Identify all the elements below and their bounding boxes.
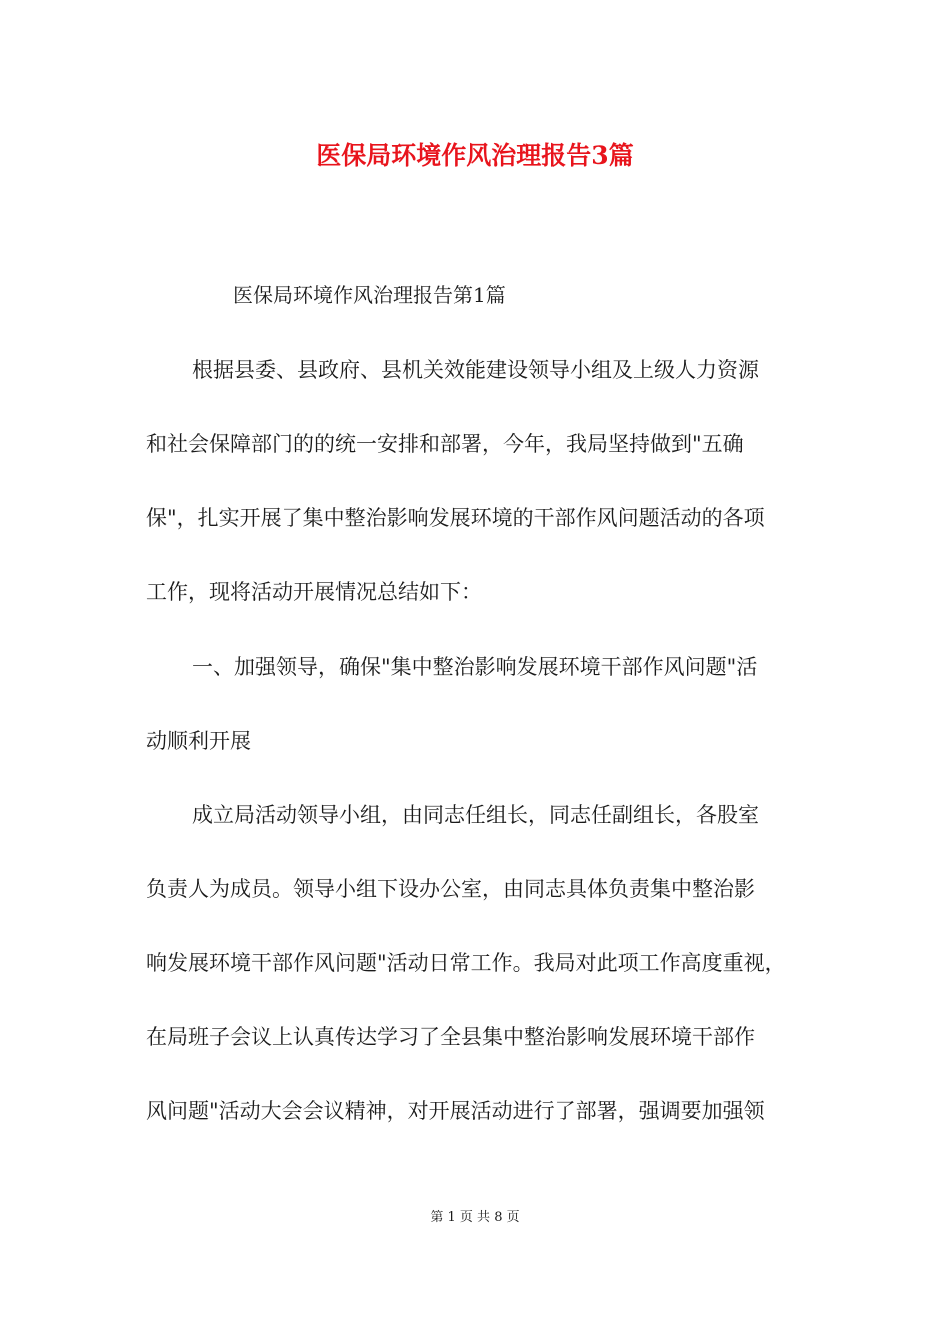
- paragraph-line: 一、加强领导，确保"集中整治影响发展环境干部作风问题"活: [192, 655, 758, 679]
- paragraph-line: 和社会保障部门的的统一安排和部署，今年，我局坚持做到"五确: [146, 432, 744, 456]
- paragraph-line: 风问题"活动大会会议精神，对开展活动进行了部署，强调要加强领: [146, 1099, 765, 1123]
- page-footer: 第 1 页 共 8 页: [430, 1210, 520, 1225]
- paragraph-line: 保"，扎实开展了集中整治影响发展环境的干部作风问题活动的各项: [146, 506, 765, 530]
- paragraph-line: 工作，现将活动开展情况总结如下：: [146, 580, 482, 604]
- section-heading: 医保局环境作风治理报告第1篇: [233, 283, 506, 307]
- document-title: 医保局环境作风治理报告3篇: [316, 141, 634, 170]
- paragraph-1: [146, 333, 806, 629]
- paragraph-line: 响发展环境干部作风问题"活动日常工作。我局对此项工作高度重视，: [146, 951, 786, 975]
- paragraph-line: 成立局活动领导小组，由同志任组长，同志任副组长，各股室: [192, 803, 759, 827]
- paragraph-3: [146, 778, 806, 1148]
- paragraph-line: 动顺利开展: [146, 729, 251, 753]
- paragraph-2: [146, 630, 806, 778]
- paragraph-line: 负责人为成员。领导小组下设办公室，由同志具体负责集中整治影: [146, 877, 755, 901]
- paragraph-line: 根据县委、县政府、县机关效能建设领导小组及上级人力资源: [192, 358, 759, 382]
- paragraph-line: 在局班子会议上认真传达学习了全县集中整治影响发展环境干部作: [146, 1025, 755, 1049]
